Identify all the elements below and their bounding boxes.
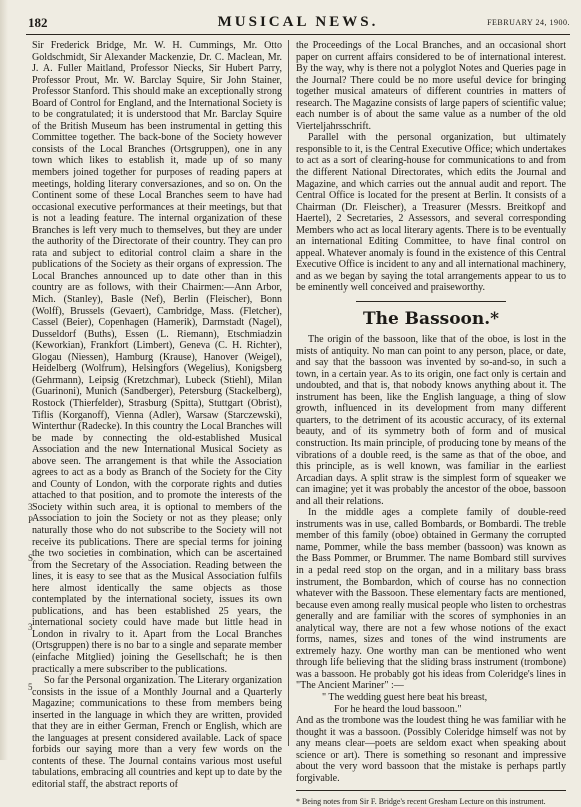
paragraph: the Proceedings of the Local Branches, and an occasional short paper on current affairs considered to be of international interest. By the way, why is there not a polyglot Notes and Queries page in the Journal? There could be no more useful device for bringing together musical amateurs of different countries in matters of research. The Magazine consists of large papers of scientific value; each number is of about the same value as a number of the old Vierteljahrsschrift. (296, 40, 566, 132)
paragraph: And as the trombone was the loudest thing he was familiar with he thought it was a bassoon. (Possibly Coleridge himself was not by any means clear—poets are seldom exact when speaking about science or art). There is something so resonant and impressive about the very word bassoon that the mistake is perhaps partly forgivable. (296, 715, 566, 784)
margin-mark: P (28, 515, 34, 525)
page-fold-shadow (0, 0, 8, 760)
publication-title: MUSICAL NEWS. (217, 14, 379, 30)
page-header (26, 12, 570, 35)
verse-line: For he heard the loud bassoon." (334, 703, 462, 715)
footnote-rule (296, 790, 566, 791)
paragraph: Sir Frederick Bridge, Mr. W. H. Cummings, Mr. Otto Goldschmidt, Sir Alexander Mackenzie, Dr. C. Maclean, Mr. J. A. Fuller Maitland, Professor Niecks, Sir Hubert Parry, Professor Prout, Mr. W. Barclay Squire, Sir John Stainer, Professor Stanford. This should make an exceptionally strong Board of Control for England, and the International Society is to be congratulated; it is understood that Mr. Barclay Squire of the British Museum has been instrumental in getting this Committee together. The back-bone of the Society however consists of the Local Branches (Ortsgruppen), one in any town which likes to establish it, made up of so many members joined together for purposes of reading papers at meetings, holding literary conversaziones, and so on. On the Continent some of these Local Branches seem to have had occasional executive performances at their meetings, but that is not a leading feature. The internal organization of these Branches is left very much to themselves, but they are under the authority of the Directorate of their country. They can pro rata and subject to editorial control claim a share in the publications of the Society as their organs of expression. The Local Branches announced up to date other than in this country are as follows, with their Chairmen:—Ann Arbor, Mich. (Stanley), Basle (Nef), Berlin (Fleischer), Bonn (Wolff), Brussels (Gevaert), Cambridge, Mass. (Fletcher), Cassel (Beier), Copenhagen (Hamerik), Darmstadt (Nagel), Dusseldorf (Buths), Essen (L. Riemann), Etschmiadzin (Keworkian), Frankfort (Limbert), Geneva (C. H. Richter), Glogau (Niessen), Hamburg (Krause), Hanover (Weigel), Heidelberg (Wolfrum), Helsingfors (Wegelius), Konigsberg (Gehrmann), Leipsig (Kretzchmar), Lubeck (Stiehl), Milan (Guarinoni), Munich (Sandberger), Petersburg (Stackelberg), Rostock (Thierfelder), Strasburg (Spitta), Stuttgart (Obrist), Tiflis (Korganoff), Vienna (Adler), Warsaw (Starczewski), Winterthur (Radecke). In this country the Local Branches will be made by connecting the old-established Musical Association and the new International Musical Society as above seen. The arrangement is that while the Association agrees to act as a body as Branch of the Society for the City and County of London, with the corporate rights and duties attached to that position, and to promote the interests of the Society within such area, it is optional to members of the Association to join the Society or not as they please; only naturally those who do not subscribe to the Society will not receive its publications. There are special terms for joining the two societies in combination, which can be ascertained from the Secretary of the Association. Reading between the lines, it is easy to see that as the Musical Association fulfils here almost identically the same objects as those contemplated by the international society, issues its own publications, and has been established 25 years, the international society could have made but little head in London in rivalry to it. Apart from the Local Branches (Ortsgruppen) there is no bar to a single and separate member (einfache Mitglied) joining the Gesellschaft; he is then practically a mere subscriber to the publications. (32, 40, 282, 675)
newspaper-page (26, 12, 570, 807)
left-column (32, 40, 282, 791)
column-divider (288, 40, 289, 746)
paragraph: So far the Personal organization. The Literary organization consists in the issue of a Monthly Journal and a Quarterly Magazine; communications to these from members being inserted in the language in which they are written, provided that they are in either German, French or English, which are the languages at present considered available. Lack of space forbids our saying more than a very few words on the contents of these. The Journal contains various most useful tabulations, embracing all countries and kept up to date by the editorial staff, the abstract reports of (32, 675, 282, 790)
paragraph: Parallel with the personal organization, but ultimately responsible to it, is the Central Executive Office; which undertakes to act as a sort of clearing-house for communications to and from the different National Directorates, which edits the Journal and Magazine, and which carries out the annual audit and report. The Central Office is located for the present at Berlin. It consists of a Chairman (Dr. Fleischer), a Treasurer (Messrs. Breitkopf and Haertel), 2 Secretaries, 2 Assessors, and several corresponding Members who act as local literary agents. There is to be eventually an international Editing Committee, to have final control on appeal. Whatever anomaly is found in the existence of this Central Executive Office is incident to any and all international machinery, and as we began by saying the total arrangements appear to us to be eminently well conceived and praiseworthy. (296, 132, 566, 294)
issue-date: FEBRUARY 24, 1900. (487, 18, 570, 27)
section-title: The Bassoon.* (362, 309, 500, 330)
margin-mark: S (28, 553, 34, 563)
paragraph: In the middle ages a complete family of double-reed instruments was in use, called Bombards, or Bombardi. The treble member of this family (oboe) obtained in Germany the corrupted name, Pommer, while the bass member (bassoon) was known as the Bass Pommer, or Brummer. The name Bombard still survives in a pedal reed stop on the organ, and in a military bass brass instrument, the Bombardon, which of course has no connection whatever with the Bassoon. These elementary facts are mentioned, because even among really musical people who listen to orchestras generally and are familiar with the scores of symphonies in an analytical way, there are not a few whose notions of the exact forms, names, sizes and tones of the wind instruments are extremely hazy. One worthy man can be mentioned who went through life believing that the sliding brass instrument (trombone) was a bassoon. He probably got his ideas from Coleridge's lines in "The Ancient Mariner" :— (296, 507, 566, 692)
verse-line: " The wedding guest here beat his breast, (322, 691, 488, 703)
footnote: * Being notes from Sir F. Bridge's recent Gresham Lecture on this instrument. (296, 797, 546, 807)
margin-mark: 3 (28, 622, 33, 632)
right-column (296, 40, 566, 807)
paragraph: The origin of the bassoon, like that of the oboe, is lost in the mists of antiquity. No man can point to any person, place, or date, and say that the bassoon was invented by so-and-so, in such a town, in a certain year. As to its origin, one fact only is certain and undoubted, and that is, that nobody knows anything about it. The instrument has been, like the English language, a thing of slow growth, influenced in its development from many different quarters, to the detriment of its acoustic accuracy, of its external beauty, and of its symmetry both of form and of musical construction. Its main principle, of producing tone by means of the vibrations of a double reed, is the same as that of the oboe, and this principle, as is well known, was familiar in the earliest Arcadian days. A split straw is the simplest form of squeaker we can imagine; yet it was probably the ancestor of the oboe, bassoon and all their relations. (296, 334, 566, 507)
section-rule (356, 301, 506, 302)
page-number: 182 (28, 15, 48, 30)
margin-mark: 3 (28, 502, 33, 512)
margin-mark: 5 (28, 682, 33, 692)
